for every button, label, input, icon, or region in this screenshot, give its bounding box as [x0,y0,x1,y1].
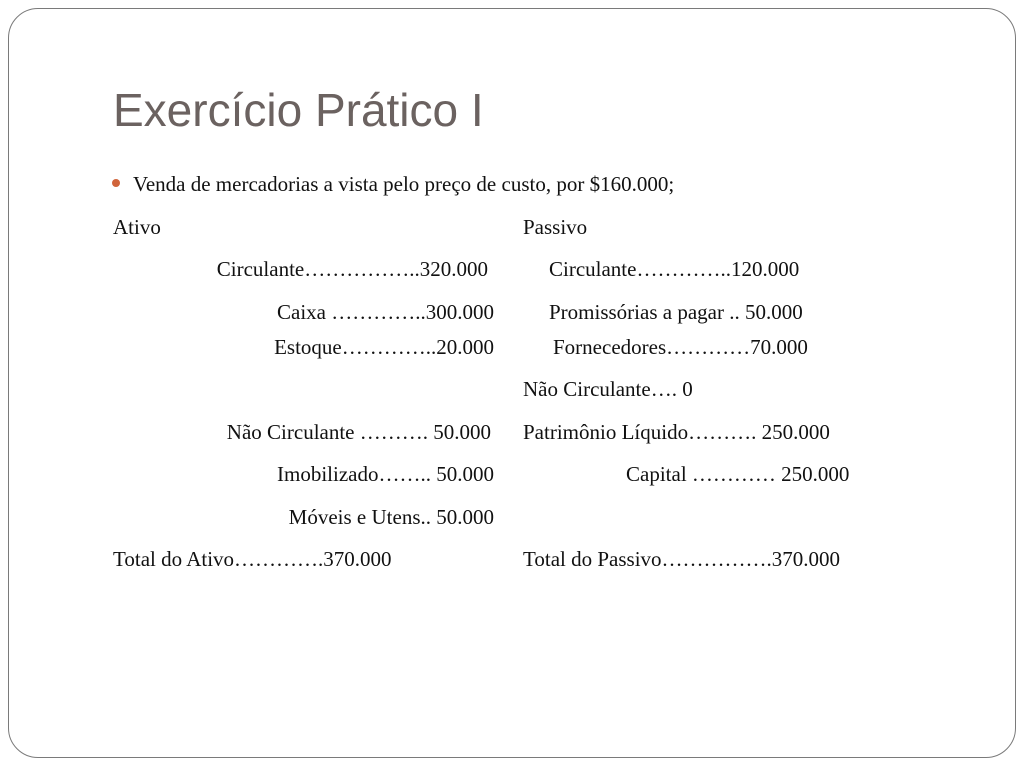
passivo-capital: Capital ………… 250.000 [626,462,850,486]
passivo-circulante: Circulante…………..120.000 [549,257,800,281]
ativo-nao-circulante: Não Circulante ………. 50.000 [226,420,491,444]
bullet-item [112,170,674,198]
ativo-total: Total do Ativo………….370.000 [113,547,392,571]
passivo-heading: Passivo [523,215,588,239]
passivo-total: Total do Passivo…………….370.000 [523,547,841,571]
ativo-imobilizado: Imobilizado…….. 50.000 [277,462,494,486]
ativo-heading: Ativo [113,215,161,239]
ativo-circulante: Circulante……………..320.000 [216,257,488,281]
slide-title: Exercício Prático I [113,84,484,136]
bullet-dot-icon [112,179,120,187]
passivo-nao-circulante: Não Circulante…. 0 [523,377,693,401]
ativo-estoque: Estoque…………..20.000 [274,335,494,359]
ativo-moveis: Móveis e Utens.. 50.000 [288,505,494,529]
passivo-promissorias: Promissórias a pagar .. 50.000 [549,300,803,324]
ativo-caixa: Caixa …………..300.000 [277,300,494,324]
bullet-text: Venda de mercadorias a vista pelo preço de custo, por $160.000; [133,172,675,196]
passivo-fornecedores: Fornecedores…………70.000 [553,335,808,359]
patrimonio-liquido: Patrimônio Líquido………. 250.000 [523,420,830,444]
